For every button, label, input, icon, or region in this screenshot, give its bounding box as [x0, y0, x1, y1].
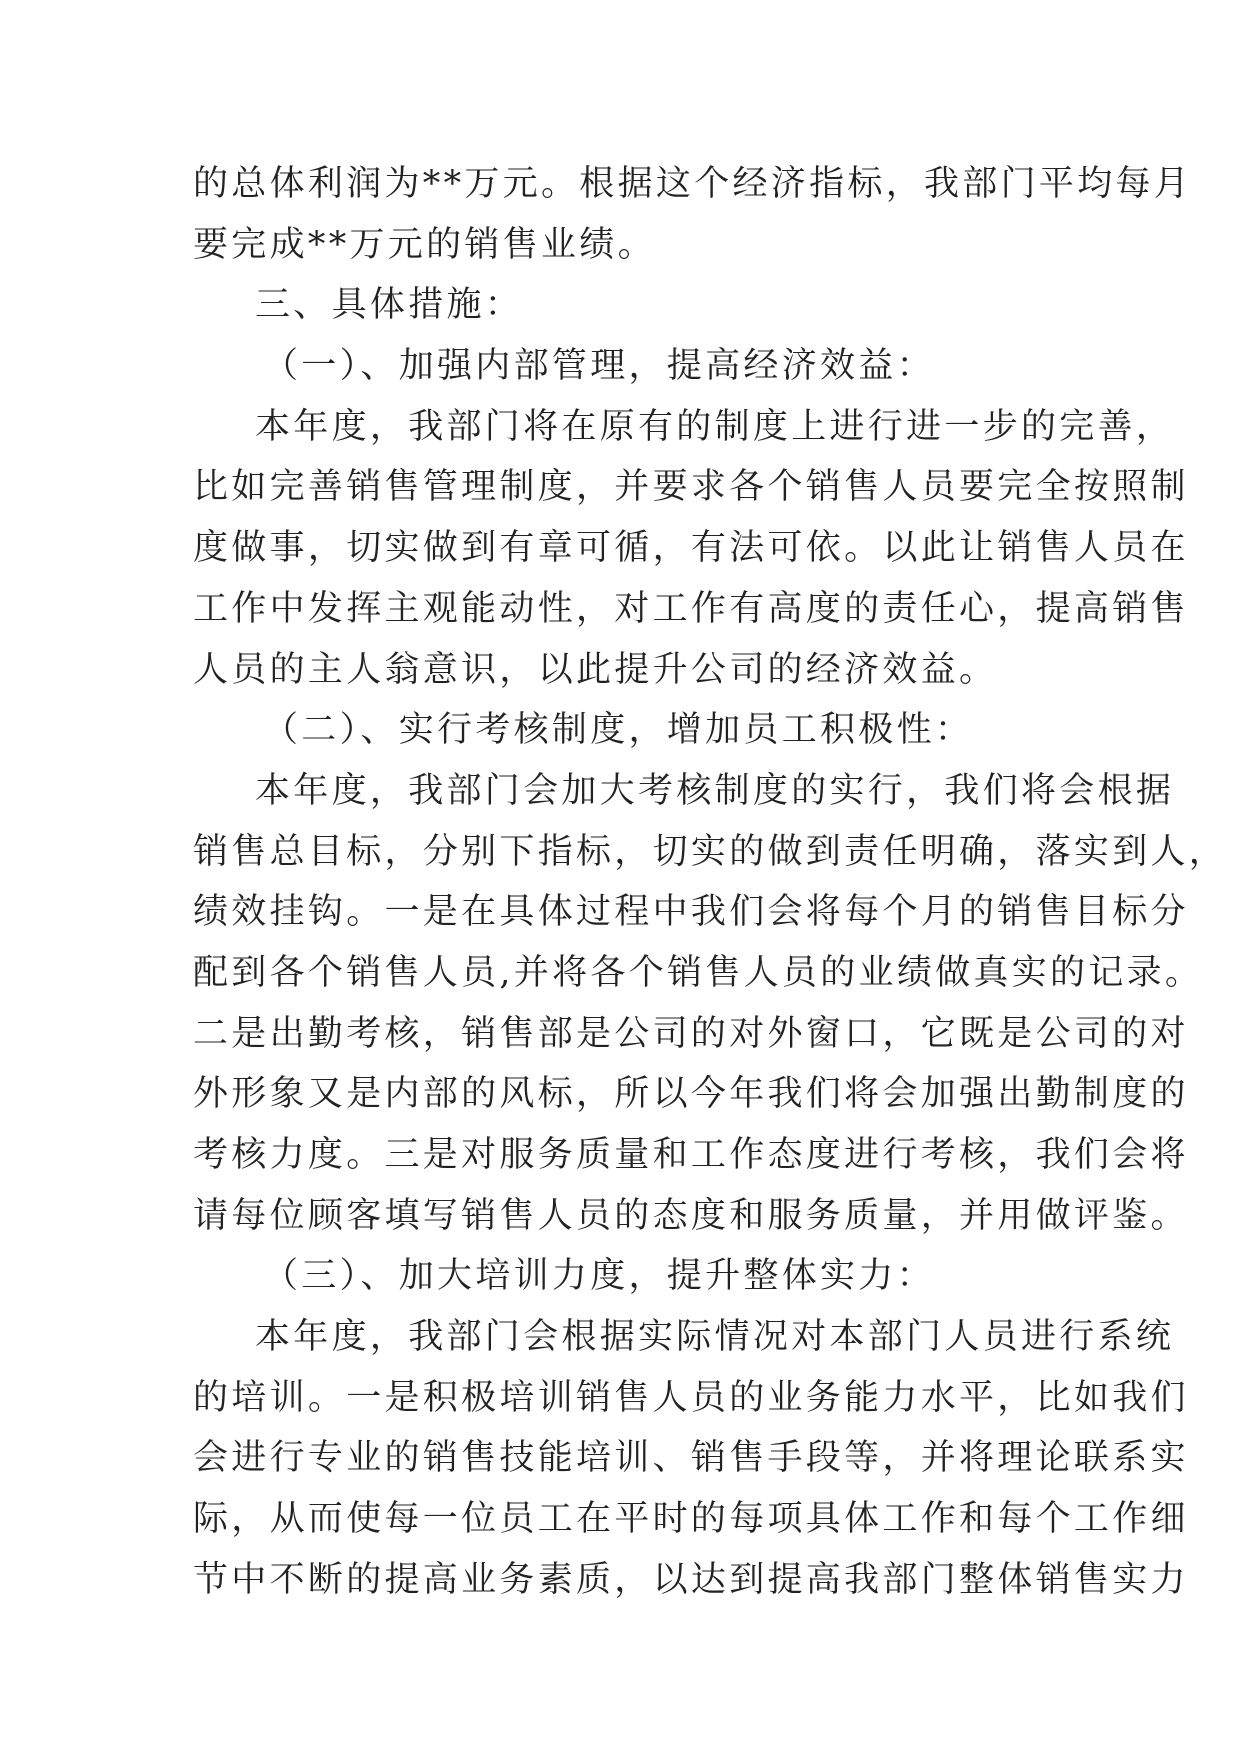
body-line: 销售总目标，分别下指标，切实的做到责任明确，落实到人，: [193, 831, 1228, 872]
paragraph-first-line: 本年度，我部门会根据实际情况对本部门人员进行系统: [255, 1317, 1175, 1358]
body-line: 度做事，切实做到有章可循，有法可依。以此让销售人员在: [193, 528, 1189, 569]
body-line: 配到各个销售人员,并将各个销售人员的业绩做真实的记录。: [193, 952, 1204, 993]
body-line: 二是出勤考核，销售部是公司的对外窗口，它既是公司的对: [193, 1013, 1189, 1054]
section-heading: 三、具体措施：: [255, 285, 524, 326]
body-line: 节中不断的提高业务素质，以达到提高我部门整体销售实力: [193, 1559, 1189, 1600]
document-body: [193, 154, 1228, 1611]
body-line: 人员的主人翁意识，以此提升公司的经济效益。: [193, 649, 998, 690]
body-line: 比如完善销售管理制度，并要求各个销售人员要完全按照制: [193, 467, 1189, 508]
body-line: 际，从而使每一位员工在平时的每项具体工作和每个工作细: [193, 1499, 1189, 1540]
body-line: 会进行专业的销售技能培训、销售手段等，并将理论联系实: [193, 1438, 1189, 1479]
subsection-heading: （三）、加大培训力度，提升整体实力：: [263, 1256, 935, 1297]
paragraph-first-line: 本年度，我部门将在原有的制度上进行进一步的完善，: [255, 406, 1175, 447]
body-line: 请每位顾客填写销售人员的态度和服务质量，并用做评鉴。: [193, 1195, 1189, 1236]
body-line: 要完成**万元的销售业绩。: [193, 224, 656, 265]
paragraph-first-line: 本年度，我部门会加大考核制度的实行，我们将会根据: [255, 770, 1175, 811]
body-line: 工作中发挥主观能动性，对工作有高度的责任心，提高销售: [193, 588, 1189, 629]
body-line: 的总体利润为**万元。根据这个经济指标，我部门平均每月: [193, 164, 1193, 204]
subsection-heading: （二）、实行考核制度，增加员工积极性：: [263, 710, 974, 751]
body-line: 考核力度。三是对服务质量和工作态度进行考核，我们会将: [193, 1135, 1189, 1175]
subsection-heading: （一）、加强内部管理，提高经济效益：: [263, 346, 935, 387]
body-line: 的培训。一是积极培训销售人员的业务能力水平，比如我们: [193, 1377, 1189, 1418]
body-line: 绩效挂钩。一是在具体过程中我们会将每个月的销售目标分: [193, 892, 1189, 933]
body-line: 外形象又是内部的风标，所以今年我们将会加强出勤制度的: [193, 1074, 1189, 1115]
